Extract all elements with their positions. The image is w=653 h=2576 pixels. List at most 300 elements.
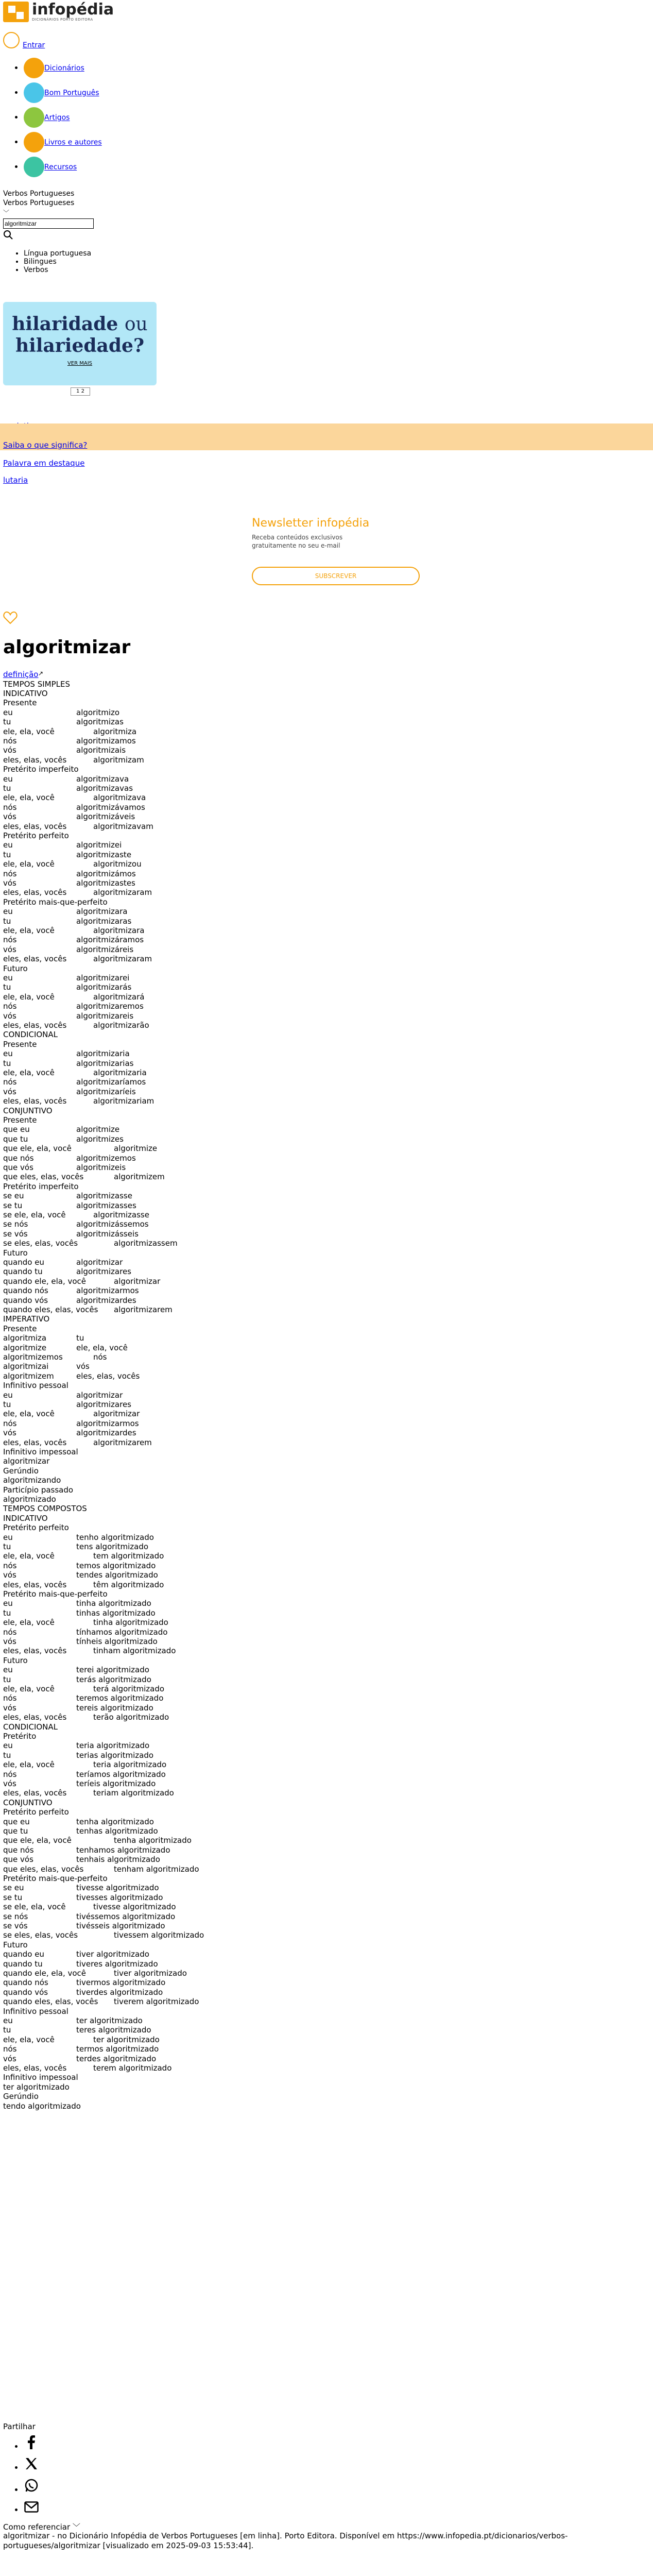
verb-form: tereis algoritmizado — [76, 1703, 153, 1713]
verb-form: algoritmizasse — [76, 1191, 132, 1201]
verb-form: algoritmizarem — [93, 1437, 152, 1447]
pronoun: ele, ela, você — [3, 2035, 55, 2044]
conjugation-row — [3, 1892, 163, 1903]
conjugation-row — [3, 1134, 124, 1144]
verb-form: tiverem algoritmizado — [114, 1997, 199, 2007]
conjugation-row — [3, 2063, 172, 2073]
verb-form: algoritmizarás — [76, 982, 132, 992]
tense-heading: Futuro — [3, 1655, 28, 1665]
verb-form: terá algoritmizado — [93, 1684, 165, 1693]
pronoun: se eles, elas, vocês — [3, 1930, 78, 1940]
nav-item-icon — [24, 82, 44, 103]
nav-item[interactable] — [24, 58, 230, 82]
pronoun: vós — [3, 1703, 16, 1713]
verb-form: tendes algoritmizado — [76, 1570, 158, 1580]
conjugation-row — [3, 1712, 169, 1722]
pronoun: algoritmizem — [3, 1371, 54, 1381]
conjugation-row — [3, 925, 145, 936]
conjugation-row — [3, 1674, 151, 1685]
verb-form: algoritmizem — [114, 1172, 165, 1182]
pronoun: quando ele, ela, você — [3, 1276, 87, 1286]
pronoun: ele, ela, você — [3, 1684, 55, 1693]
conjugation-row — [3, 811, 135, 822]
nav-item[interactable] — [24, 82, 230, 107]
verb-form: algoritmizarias — [76, 1058, 134, 1068]
conjugation-row — [3, 1693, 164, 1703]
pronoun: quando tu — [3, 1959, 43, 1969]
pronoun: vós — [3, 745, 16, 755]
pronoun: nós — [3, 935, 17, 945]
tense-heading: Futuro — [3, 1248, 28, 1258]
verb-form: algoritmizásseis — [76, 1229, 139, 1239]
tense-heading: Presente — [3, 1115, 37, 1125]
conjugation-row — [3, 1067, 147, 1078]
pronoun: eu — [3, 840, 13, 850]
verb-form: tenhamos algoritmizado — [76, 1845, 170, 1855]
conjugation-row — [3, 1959, 158, 1969]
pronoun: tu — [3, 916, 11, 926]
pronoun: tu — [3, 1542, 11, 1551]
chevron-down-icon[interactable]: ﹀ — [3, 209, 10, 216]
promo-question-link[interactable]: Saiba o que significa? — [3, 440, 88, 450]
conjugation-row — [3, 1399, 131, 1410]
conjugation-row — [3, 1996, 199, 2007]
nav-item-label[interactable]: Livros e autores — [44, 138, 102, 147]
pronoun: que vós — [3, 1163, 33, 1172]
verb-form: teria algoritmizado — [76, 1741, 150, 1751]
login-link[interactable]: Entrar — [23, 41, 45, 49]
conjugation-row — [3, 1058, 134, 1069]
nav-item-icon — [24, 58, 44, 78]
conjugation-row — [3, 1835, 192, 1845]
pronoun: eles, elas, vocês — [3, 1580, 67, 1589]
verb-form: algoritmizares — [76, 1267, 131, 1277]
verb-title: algoritmizar — [3, 637, 131, 658]
tense-heading: Pretérito mais-que-perfeito — [3, 897, 108, 907]
dict-option[interactable]: • Verbos — [24, 266, 91, 274]
subscribe-button[interactable]: SUBSCREVER — [252, 567, 420, 585]
pronoun: que eu — [3, 1125, 30, 1134]
conjugation-row — [3, 1750, 154, 1760]
pronoun: eles, elas, vocês — [3, 755, 67, 765]
verb-form: algoritmizastes — [76, 878, 135, 888]
conjugation-row — [3, 1977, 166, 1988]
pronoun: quando vós — [3, 1295, 48, 1305]
conjugation-row — [3, 1371, 140, 1381]
tense-heading: Particípio passado — [3, 1485, 74, 1495]
conjugation-row — [3, 1636, 158, 1647]
conjugation-row — [3, 1096, 154, 1106]
banner-word-1: hilaridade — [12, 313, 118, 335]
pronoun: que nós — [3, 1153, 34, 1163]
verb-form: termos algoritmizado — [76, 2044, 159, 2054]
conjugation-row — [3, 1229, 139, 1239]
pronoun: ele, ela, você — [3, 1068, 55, 1077]
pronoun: quando vós — [3, 1987, 48, 1997]
nav-item-label[interactable]: Dicionários — [44, 64, 84, 73]
verb-form: algoritmizarei — [76, 973, 130, 982]
verb-form: algoritmizar — [114, 1276, 161, 1286]
featured-link[interactable]: Palavra em destaque — [3, 459, 85, 468]
verb-form: algoritmizáreis — [76, 944, 134, 954]
verb-form: algoritmizava — [76, 774, 129, 784]
email-icon[interactable] — [24, 2499, 39, 2515]
verb-form: algoritmizara — [76, 907, 128, 917]
tense-heading: Gerúndio — [3, 1466, 39, 1476]
verb-form: algoritmizarmos — [76, 1418, 139, 1428]
verb-form: algoritmizarmos — [76, 1286, 139, 1296]
pronoun: eles, elas, vocês — [3, 821, 67, 831]
chevron-down-icon: ﹀ — [72, 2522, 80, 2532]
verb-form: ter algoritmizado — [93, 2035, 160, 2044]
conjugation-row — [3, 821, 153, 832]
pronoun: quando eles, elas, vocês — [3, 1997, 98, 2007]
conjugation-row — [3, 1703, 153, 1713]
pronoun: vós — [3, 1637, 16, 1646]
tense-heading: Infinitivo pessoal — [3, 2006, 68, 2016]
verb-form: algoritmizaras — [76, 916, 132, 926]
conjugation-row — [3, 1020, 149, 1030]
pronoun: eu — [3, 1741, 13, 1751]
pronoun: eles, elas, vocês — [3, 2063, 67, 2073]
verb-form: tinhas algoritmizado — [76, 1608, 156, 1618]
verb-form: algoritmizará — [93, 992, 145, 1002]
conjugation-row — [3, 1276, 161, 1286]
dict-option[interactable]: • Bilingues — [24, 258, 91, 266]
nav-item-label[interactable]: Recursos — [44, 163, 77, 172]
conjugation-row — [3, 1864, 199, 1874]
cite-label-text: Como referenciar — [3, 2522, 71, 2532]
conjugation-row — [3, 887, 152, 897]
pronoun: nós — [3, 1418, 17, 1428]
pronoun: eu — [3, 707, 13, 717]
verb-form: algoritmizaria — [76, 1049, 130, 1059]
nav-item-label[interactable]: Artigos — [44, 113, 70, 122]
nav-item-icon — [24, 157, 44, 177]
conjugation-row — [3, 783, 133, 793]
definition-link[interactable]: definição — [3, 670, 39, 679]
verb-form: algoritmizasse — [93, 1210, 149, 1219]
verb-form: tivéssemos algoritmizado — [76, 1911, 176, 1921]
pronoun: se nós — [3, 1219, 28, 1229]
tense-heading: Infinitivo pessoal — [3, 1381, 68, 1391]
verb-form: algoritmize — [114, 1144, 158, 1154]
share-list — [3, 2434, 39, 2521]
verb-form: teríamos algoritmizado — [76, 1769, 166, 1779]
verb-form: algoritmizariam — [93, 1096, 154, 1106]
conjugation-row — [3, 1257, 123, 1267]
tense-heading: Infinitivo impessoal — [3, 2073, 78, 2082]
pronoun: que nós — [3, 1845, 34, 1855]
conjugation-row — [3, 802, 145, 812]
share-label: Partilhar — [3, 2422, 36, 2431]
conjugation-row — [3, 1778, 156, 1789]
pronoun: ele, ela, você — [3, 1551, 55, 1561]
pronoun: vós — [3, 1779, 16, 1788]
conjugation-row — [3, 1001, 144, 1011]
verb-form: algoritmizar — [76, 1258, 123, 1267]
verb-form: algoritmizes — [76, 1134, 124, 1144]
pronoun: quando eles, elas, vocês — [3, 1305, 98, 1314]
promo-strip — [0, 423, 653, 450]
pronoun: nós — [3, 1002, 17, 1011]
verb-form: tiver algoritmizado — [114, 1969, 187, 1978]
verb-form: algoritmizaria — [93, 1068, 147, 1077]
verb-form: algoritmizavam — [93, 821, 153, 831]
conjugation-row — [3, 1238, 178, 1248]
mood-heading: CONJUNTIVO — [3, 1798, 53, 1807]
pronoun: nós — [3, 1077, 17, 1087]
verb-form: algoritmizáramos — [76, 935, 144, 945]
verb-form: algoritmizamos — [76, 736, 136, 745]
conjugation-row — [3, 1826, 158, 1836]
nav-item[interactable] — [24, 157, 230, 181]
cite-label[interactable] — [3, 2522, 80, 2532]
search-input[interactable] — [3, 218, 94, 229]
pronoun: quando nós — [3, 1286, 48, 1296]
conjugation-row — [3, 1551, 164, 1561]
whatsapp-icon[interactable] — [24, 2478, 39, 2493]
pronoun: eu — [3, 907, 13, 917]
site-logo[interactable] — [3, 2, 114, 22]
conjugation-row — [3, 2054, 157, 2064]
verb-form: tivesses algoritmizado — [76, 1892, 163, 1902]
conjugation-row — [3, 954, 152, 964]
conjugation-row — [3, 1437, 152, 1448]
verb-form: tenham algoritmizado — [114, 1864, 199, 1874]
verb-form: tivesse algoritmizado — [93, 1902, 176, 1912]
conjugation-row — [3, 755, 144, 765]
conjugation-row — [3, 869, 136, 879]
conjugation-row — [3, 1608, 156, 1618]
search-icon[interactable] — [3, 230, 13, 242]
conjugation-row — [3, 1854, 160, 1865]
mood-heading: CONJUNTIVO — [3, 1106, 53, 1115]
verb-form: algoritmizais — [76, 745, 126, 755]
conjugation-row — [3, 1665, 149, 1675]
external-link-icon: ↗ — [38, 670, 44, 677]
conjugation-row — [3, 1418, 139, 1429]
verb-form: terias algoritmizado — [76, 1750, 154, 1760]
pronoun: que ele, ela, você — [3, 1144, 72, 1154]
verb-form: tínheis algoritmizado — [76, 1637, 158, 1646]
verb-form: tenho algoritmizado — [76, 1532, 154, 1542]
nav-item-label[interactable]: Bom Português — [44, 89, 99, 97]
verb-form: terdes algoritmizado — [76, 2054, 157, 2063]
verb-form: teriam algoritmizado — [93, 1788, 174, 1798]
pronoun: eles, elas, vocês — [3, 1713, 67, 1722]
tense-heading: Pretérito perfeito — [3, 1807, 69, 1817]
pronoun: algoritmizemos — [3, 1352, 63, 1362]
pronoun: eles, elas, vocês — [3, 1021, 67, 1030]
pronoun: eles, elas, vocês — [3, 1437, 67, 1447]
pronoun: tu — [3, 784, 11, 793]
pronoun: se ele, ela, você — [3, 1902, 66, 1912]
promo-banner[interactable]: hilaridade ou hilariedade? VER MAIS — [3, 302, 157, 385]
verb-form: algoritmizáveis — [76, 812, 135, 822]
conjugation-row — [3, 1788, 174, 1798]
logo-text: infopédia — [32, 1, 114, 19]
x-icon[interactable] — [24, 2456, 39, 2471]
conjugation-row — [3, 1580, 164, 1590]
favorite-heart-icon[interactable] — [3, 611, 18, 626]
verb-form: algoritmizassem — [114, 1239, 178, 1248]
pronoun: eu — [3, 1532, 13, 1542]
conjugation-row — [3, 1361, 90, 1371]
verb-form: tiver algoritmizado — [76, 1950, 149, 1959]
banner-word-2: hilariedade — [15, 335, 133, 357]
conjugation-row — [3, 1087, 136, 1097]
conjugation-row — [3, 1048, 130, 1059]
dict-option[interactable]: • Língua portuguesa — [24, 249, 91, 258]
tense-heading: Futuro — [3, 1940, 28, 1950]
pronoun: algoritmizai — [3, 1362, 49, 1371]
verb-form: teremos algoritmizado — [76, 1693, 164, 1703]
conjugation-row — [3, 1143, 158, 1154]
pronoun: tu — [3, 1674, 11, 1684]
pronoun: tu — [3, 717, 11, 727]
pronoun: algoritmize — [3, 1343, 47, 1352]
verb-form: algoritmizar — [3, 1456, 50, 1466]
verb-form: algoritmizardes — [76, 1428, 136, 1438]
pronoun: ele, ela, você — [3, 1618, 55, 1628]
pronoun: se ele, ela, você — [3, 1210, 66, 1219]
pronoun: eles, elas, vocês — [3, 1788, 67, 1798]
facebook-icon[interactable] — [24, 2434, 39, 2450]
verb-form: tem algoritmizado — [93, 1551, 164, 1561]
verb-form: algoritmizaram — [93, 954, 152, 964]
pronoun: que tu — [3, 1826, 28, 1836]
verb-form: têm algoritmizado — [93, 1580, 164, 1589]
newsletter-text-1: Receba conteúdos exclusivos — [252, 534, 343, 541]
pronoun: nós — [3, 1769, 17, 1779]
verb-form: terei algoritmizado — [76, 1665, 149, 1675]
verb-form: algoritmizemos — [76, 1153, 136, 1163]
conjugation-row — [3, 1343, 128, 1353]
tense-heading: Pretérito — [3, 1732, 37, 1741]
pronoun: eu — [3, 1049, 13, 1059]
conjugation-row — [3, 774, 129, 784]
pronoun: nós — [3, 1693, 17, 1703]
conjugation-row — [3, 1921, 165, 1931]
verb-form: teríeis algoritmizado — [76, 1779, 156, 1788]
pronoun: se tu — [3, 1892, 23, 1902]
pronoun: eles, elas, vocês — [3, 888, 67, 897]
conjugation-row — [3, 1219, 149, 1229]
pronoun: nós — [3, 802, 17, 812]
user-icon[interactable] — [3, 32, 20, 48]
pronoun: que eles, elas, vocês — [3, 1172, 84, 1182]
conjugation-row — [3, 1930, 204, 1940]
verb-form: algoritmizámos — [76, 869, 136, 878]
mood-heading: CONDICIONAL — [3, 1030, 58, 1040]
verb-form: algoritmizareis — [76, 1011, 134, 1021]
conjugation-row — [3, 2025, 151, 2035]
nav-item[interactable] — [24, 132, 230, 157]
verb-form: tivessem algoritmizado — [114, 1930, 204, 1940]
verb-form: terás algoritmizado — [76, 1674, 151, 1684]
conjugation-row — [3, 1911, 176, 1922]
verb-form: tenhas algoritmizado — [76, 1826, 158, 1836]
verb-form: algoritmizaremos — [76, 1002, 144, 1011]
simple-tenses-heading: TEMPOS SIMPLES — [3, 680, 71, 689]
verb-form: teria algoritmizado — [93, 1760, 167, 1770]
conjugation-row — [3, 1541, 149, 1552]
conjugation-row — [3, 1646, 176, 1656]
conjugation-row — [3, 1285, 139, 1296]
nav-item[interactable] — [24, 107, 230, 132]
verb-form: algoritmizaríeis — [76, 1087, 136, 1096]
verb-form: eles, elas, vocês — [76, 1371, 140, 1381]
verb-form: algoritmizaram — [93, 888, 152, 897]
dict-options — [3, 249, 91, 274]
conjugation-row — [3, 1883, 159, 1893]
conjugation-row — [3, 726, 137, 737]
pronoun: ele, ela, você — [3, 793, 55, 803]
verb-form: tiverdes algoritmizado — [76, 1987, 163, 1997]
featured-word-link[interactable]: lutaria — [3, 476, 28, 485]
banner-cta[interactable]: VER MAIS — [67, 361, 93, 366]
pronoun: vós — [3, 812, 16, 822]
pronoun: tu — [3, 982, 11, 992]
conjugation-row — [3, 1968, 187, 1978]
pronoun: eu — [3, 774, 13, 784]
verb-form: algoritmizávamos — [76, 802, 145, 812]
conjugation-row — [3, 2035, 160, 2045]
pronoun: se eu — [3, 1883, 24, 1893]
conjugation-row — [3, 973, 130, 983]
conjugation-row — [3, 736, 136, 746]
mood-heading: INDICATIVO — [3, 689, 48, 698]
conjugation-row — [3, 707, 120, 718]
pronoun: ele, ela, você — [3, 859, 55, 869]
verb-form: algoritmizas — [76, 717, 124, 727]
banner-pager[interactable]: 1 2 — [71, 387, 90, 396]
pronoun: que eles, elas, vocês — [3, 1864, 84, 1874]
pronoun: nós — [3, 736, 17, 745]
verb-form: teres algoritmizado — [76, 2025, 151, 2035]
pronoun: quando eu — [3, 1258, 44, 1267]
conjugation-row — [3, 1570, 158, 1580]
tense-heading: Pretérito mais-que-perfeito — [3, 1589, 108, 1599]
verb-form: ter algoritmizado — [76, 2016, 143, 2025]
tense-heading: Infinitivo impessoal — [3, 1447, 78, 1456]
pronoun: que eu — [3, 1817, 30, 1826]
pronoun: eles, elas, vocês — [3, 1646, 67, 1656]
pronoun: vós — [3, 944, 16, 954]
conjugation-row — [3, 1390, 123, 1400]
verb-form: algoritmizara — [93, 926, 145, 935]
verb-form: algoritmizardes — [76, 1295, 136, 1305]
conjugation-row — [3, 1617, 168, 1628]
conjugation-row — [3, 1845, 170, 1855]
verb-form: algoritmizar — [76, 1390, 123, 1400]
conjugation-row — [3, 717, 124, 727]
conjugation-row — [3, 2015, 143, 2026]
tense-heading: Pretérito perfeito — [3, 1523, 69, 1533]
tense-heading: Presente — [3, 1039, 37, 1049]
newsletter-title: Newsletter infopédia — [252, 517, 370, 530]
conjugation-row — [3, 1987, 163, 1997]
conjugation-row — [3, 1295, 136, 1306]
conjugation-row — [3, 1409, 140, 1419]
verb-form: tínhamos algoritmizado — [76, 1627, 168, 1637]
verb-form: vós — [76, 1362, 90, 1371]
verb-form: algoritmizando — [3, 1476, 61, 1485]
conjugation-row — [3, 1011, 134, 1021]
pronoun: se eu — [3, 1191, 24, 1201]
conjugation-row — [3, 992, 145, 1002]
